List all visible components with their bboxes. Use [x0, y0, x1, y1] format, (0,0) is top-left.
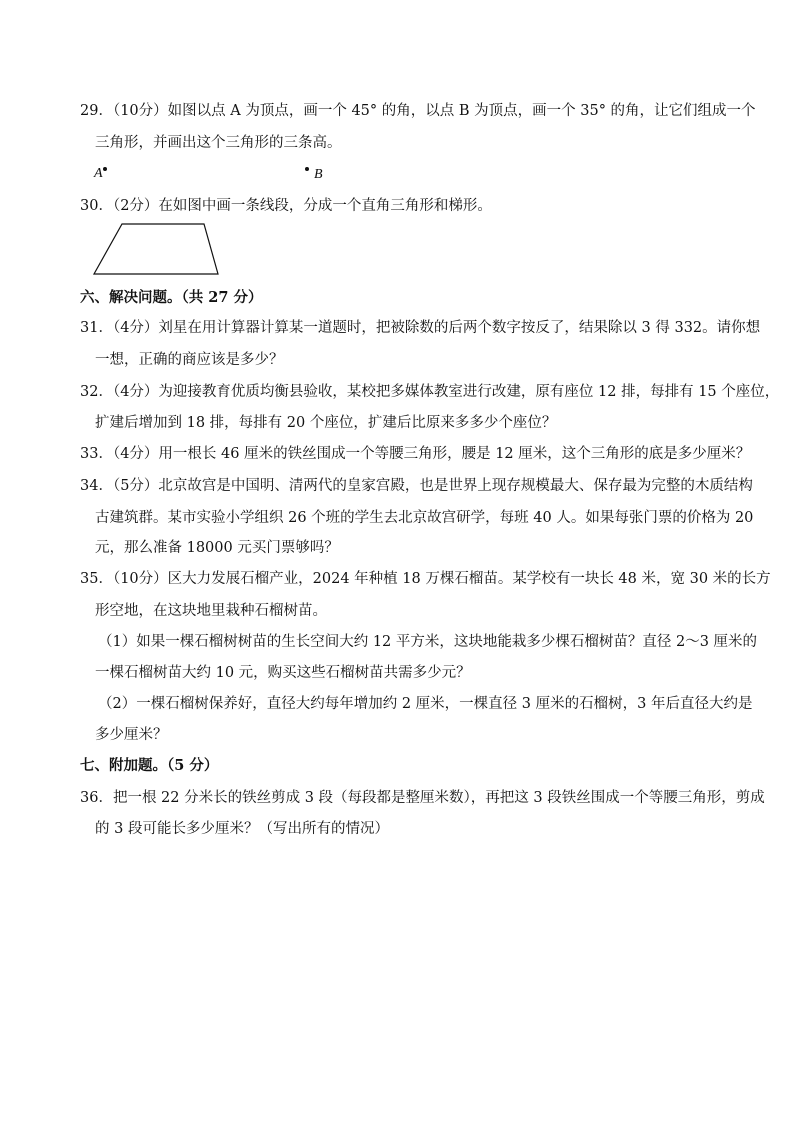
section7-heading: 七、附加题。（5 分） — [80, 757, 219, 774]
trapezoid-figure — [90, 220, 230, 280]
q35-sub2-line1: （2）一棵石榴树保养好，直径大约每年增加约 2 厘米，一棵直径 3 厘米的石榴树，3 年后直径大约是 — [98, 696, 753, 712]
q34-line3: 元，那么准备 18000 元买门票够吗？ — [95, 540, 339, 556]
point-a-dot — [103, 167, 107, 171]
q34-line2: 古建筑群。某市实验小学组织 26 个班的学生去北京故宫研学，每班 40 人。如果每张门票的价格为 20 — [95, 510, 754, 526]
q34-line1: 34．（5分）北京故宫是中国明、清两代的皇家宫殿，也是世界上现存规模最大、保存最为完整的木质结构 — [80, 478, 753, 494]
q32-line1: 32．（4分）为迎接教育优质均衡县验收，某校把多媒体教室进行改建，原有座位 12 排，每排有 15 个座位， — [80, 384, 780, 400]
trapezoid-shape — [94, 224, 218, 274]
q35-sub2-line2: 多少厘米？ — [95, 727, 168, 743]
q31-line2: 一想，正确的商应该是多少？ — [95, 352, 284, 368]
q30-line1: 30．（2分）在如图中画一条线段，分成一个直角三角形和梯形。 — [80, 198, 492, 214]
q36-line1: 36．把一根 22 分米长的铁丝剪成 3 段（每段都是整厘米数），再把这 3 段铁丝围成一个等腰三角形，剪成 — [80, 790, 765, 806]
q29-line2: 三角形，并画出这个三角形的三条高。 — [95, 135, 342, 151]
q31-line1: 31．（4分）刘星在用计算器计算某一道题时，把被除数的后两个数字按反了，结果除以 3 得 332。请你想 — [80, 320, 761, 336]
point-b-dot — [305, 167, 309, 171]
q35-sub1-line1: （1）如果一棵石榴树树苗的生长空间大约 12 平方米，这块地能栽多少棵石榴树苗？直径 2～3 厘米的 — [98, 634, 758, 650]
q32-line2: 扩建后增加到 18 排，每排有 20 个座位，扩建后比原来多多少个座位？ — [95, 415, 557, 431]
point-a-label: A — [94, 166, 103, 181]
section6-heading: 六、解决问题。（共 27 分） — [80, 289, 263, 306]
q35-line1: 35．（10分）区大力发展石榴产业，2024 年种植 18 万棵石榴苗。某学校有一块长 48 米，宽 30 米的长方 — [80, 571, 771, 587]
q29-line1: 29．（10分）如图以点 A 为顶点，画一个 45° 的角，以点 B 为顶点，画一个 35° 的角，让它们组成一个 — [80, 103, 756, 119]
q35-line2: 形空地，在这块地里栽种石榴树苗。 — [95, 603, 327, 619]
q33-line1: 33．（4分）用一根长 46 厘米的铁丝围成一个等腰三角形，腰是 12 厘米，这个三角形的底是多少厘米？ — [80, 446, 751, 462]
q35-sub1-line2: 一棵石榴树苗大约 10 元，购买这些石榴树苗共需多少元？ — [95, 665, 471, 681]
q36-line2: 的 3 段可能长多少厘米？（写出所有的情况） — [95, 821, 389, 837]
point-b-label: B — [314, 167, 323, 182]
